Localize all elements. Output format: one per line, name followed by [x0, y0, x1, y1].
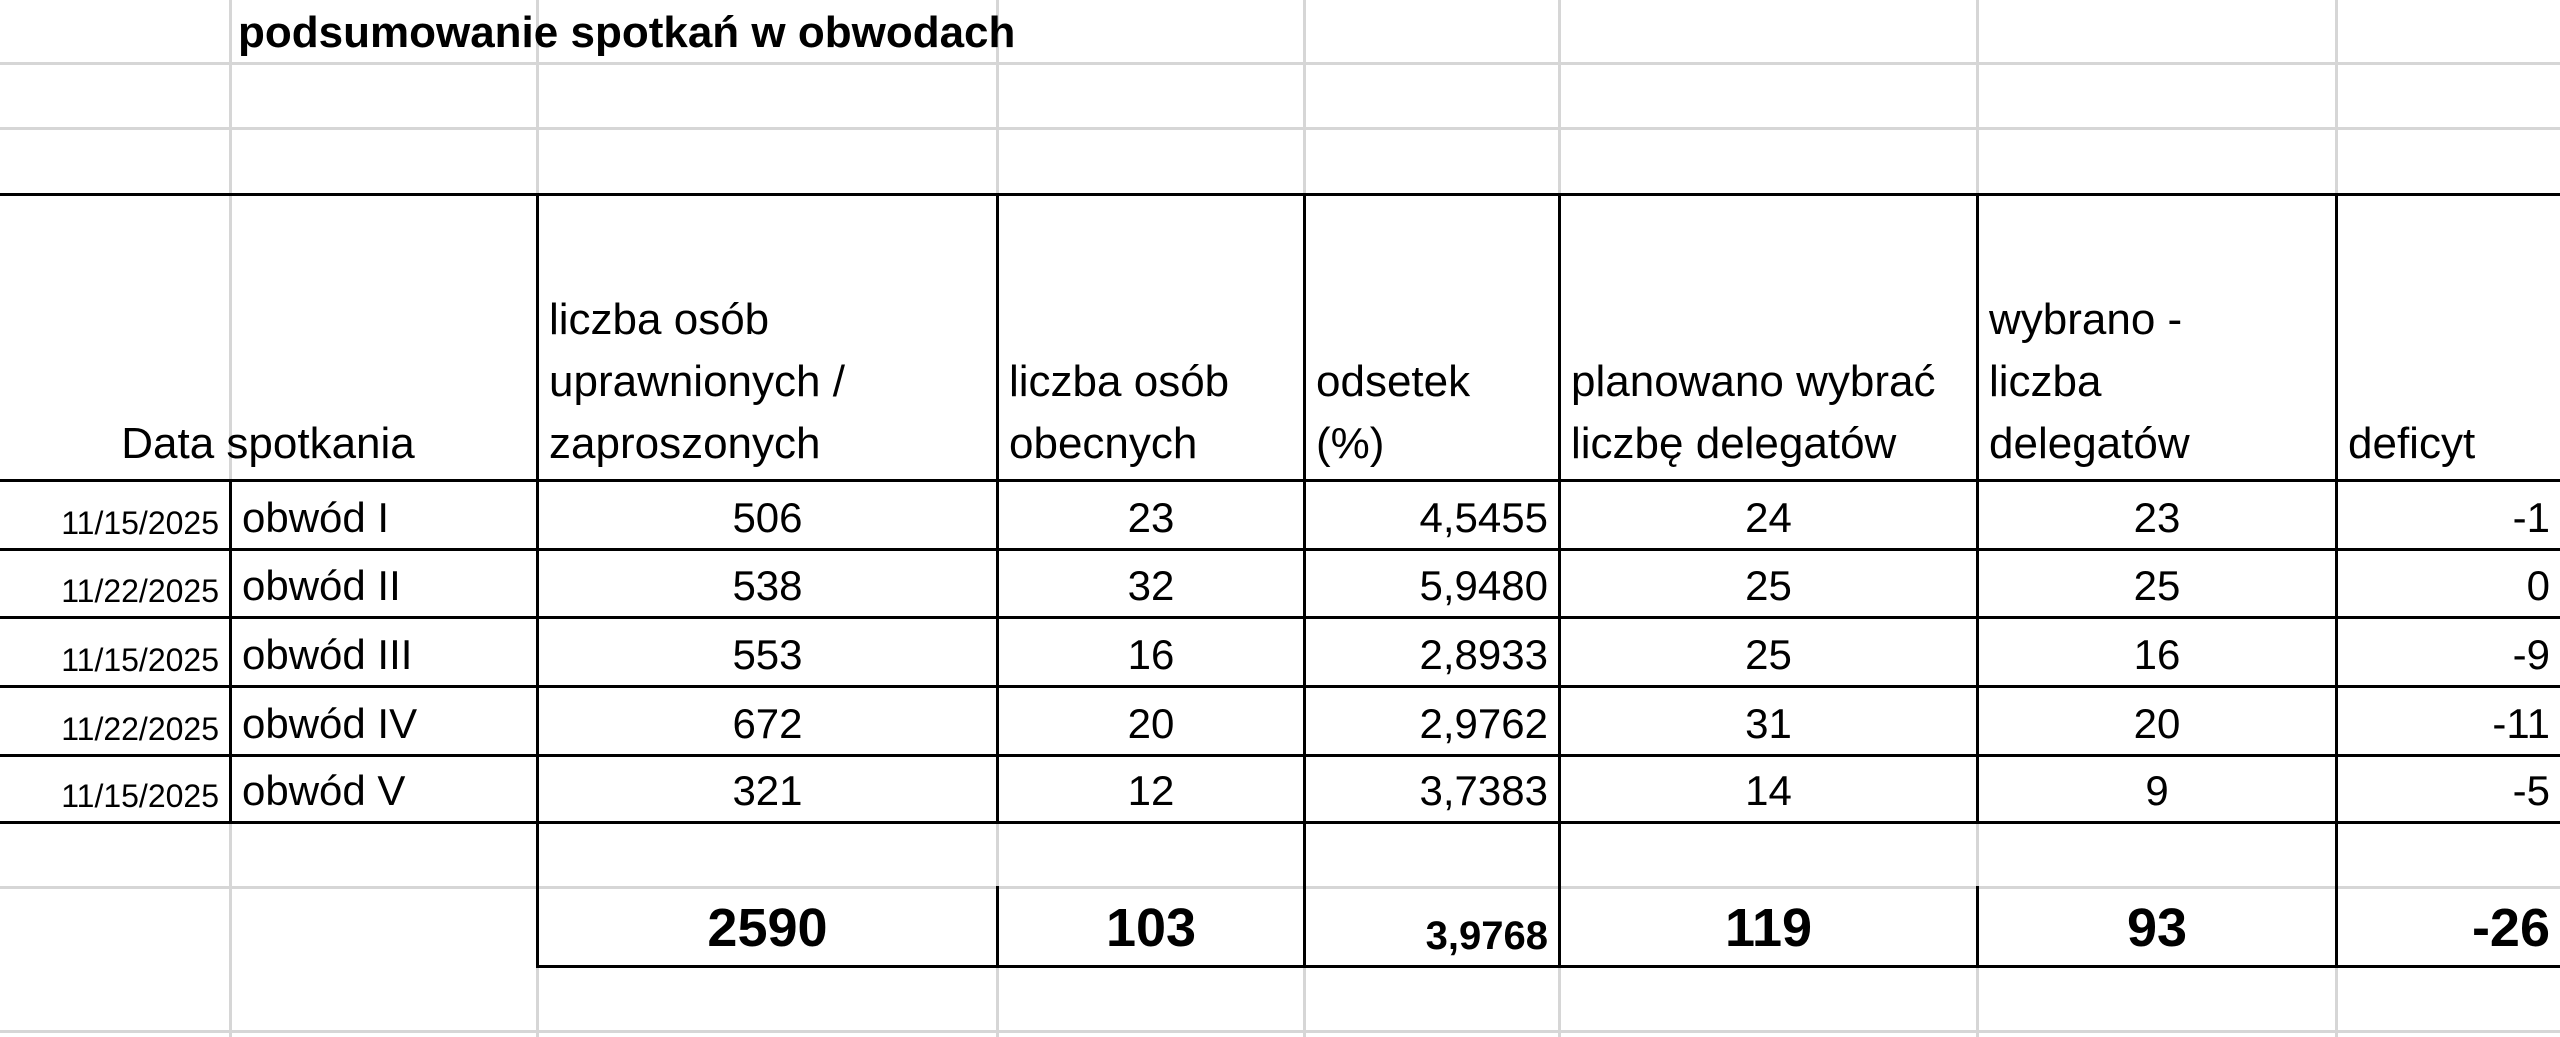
cell-elected[interactable]: 23	[2133, 494, 2181, 541]
gridline	[0, 62, 2560, 65]
cell-planned[interactable]: 25	[1745, 631, 1792, 678]
cell-date[interactable]: 11/15/2025	[61, 778, 219, 814]
cell-eligible[interactable]: 553	[732, 631, 803, 678]
cell-planned[interactable]: 24	[1745, 494, 1792, 541]
cell-deficit[interactable]: -11	[2492, 700, 2550, 747]
cell-date[interactable]: 11/22/2025	[61, 711, 219, 747]
header-percent-line: odsetek	[1316, 357, 1471, 406]
total-planned[interactable]: 119	[1724, 898, 1813, 958]
cell-elected[interactable]: 16	[2133, 631, 2181, 678]
cell-deficit[interactable]: -5	[2512, 767, 2550, 814]
header-eligible-line: liczba osób	[549, 295, 770, 344]
cell-eligible[interactable]: 538	[732, 562, 803, 609]
cell-present[interactable]: 23	[1127, 494, 1175, 541]
total-elected[interactable]: 93	[2126, 898, 2188, 958]
cell-planned[interactable]: 25	[1745, 562, 1792, 609]
header-eligible-line: uprawnionych /	[549, 357, 845, 406]
cell-planned[interactable]: 14	[1745, 767, 1792, 814]
header-planned-line: planowano wybrać	[1571, 357, 1936, 406]
total-deficit[interactable]: -26	[2471, 898, 2550, 958]
cell-elected[interactable]: 25	[2133, 562, 2181, 609]
header-elected-line: wybrano -	[1989, 295, 2183, 344]
cell-deficit[interactable]: -1	[2512, 494, 2550, 541]
header-present-line: obecnych	[1009, 419, 1198, 468]
cell-elected[interactable]: 9	[2145, 767, 2169, 814]
cell-present[interactable]: 16	[1127, 631, 1175, 678]
cell-present[interactable]: 32	[1127, 562, 1175, 609]
cell-percent[interactable]: 2,9762	[1419, 700, 1548, 747]
header-elected-line: liczba	[1989, 357, 2102, 406]
cell-planned[interactable]: 31	[1745, 700, 1792, 747]
cell-eligible[interactable]: 506	[732, 494, 803, 541]
cell-date[interactable]: 11/15/2025	[61, 642, 219, 678]
header-deficit[interactable]: deficyt	[2348, 419, 2476, 468]
total-percent[interactable]: 3,9768	[1425, 914, 1548, 958]
cell-percent[interactable]: 2,8933	[1419, 631, 1548, 678]
gridline	[0, 127, 2560, 130]
header-elected[interactable]	[1979, 196, 2335, 479]
cell-present[interactable]: 12	[1127, 767, 1175, 814]
header-percent-line: (%)	[1316, 419, 1385, 468]
header-percent[interactable]	[1306, 196, 1558, 479]
total-present[interactable]: 103	[1105, 898, 1197, 958]
header-present-line: liczba osób	[1009, 357, 1230, 406]
cell-district[interactable]: obwód II	[242, 562, 401, 609]
cell-date[interactable]: 11/15/2025	[61, 505, 219, 541]
table-border	[0, 821, 2560, 824]
header-planned[interactable]	[1561, 196, 1976, 479]
cell-eligible[interactable]: 321	[732, 767, 803, 814]
header-planned-line: liczbę delegatów	[1571, 419, 1897, 468]
total-eligible[interactable]: 2590	[707, 898, 828, 958]
cell-district[interactable]: obwód III	[242, 631, 413, 678]
cell-deficit[interactable]: -9	[2512, 631, 2550, 678]
table-border	[536, 965, 2560, 968]
cell-district[interactable]: obwód IV	[242, 700, 418, 747]
cell-date[interactable]: 11/22/2025	[61, 573, 219, 609]
gridline	[0, 1030, 2560, 1033]
cell-eligible[interactable]: 672	[732, 700, 803, 747]
cell-district[interactable]: obwód I	[242, 494, 390, 541]
header-eligible[interactable]	[539, 196, 996, 479]
header-eligible-line: zaproszonych	[549, 419, 821, 468]
header-elected-line: delegatów	[1989, 419, 2190, 468]
cell-district[interactable]: obwód V	[242, 767, 406, 814]
cell-deficit[interactable]: 0	[2526, 562, 2550, 609]
sheet-title: podsumowanie spotkań w obwodach	[238, 8, 1016, 57]
cell-percent[interactable]: 4,5455	[1419, 494, 1548, 541]
cell-elected[interactable]: 20	[2133, 700, 2181, 747]
cell-percent[interactable]: 5,9480	[1419, 562, 1548, 609]
header-present[interactable]	[999, 196, 1303, 479]
cell-percent[interactable]: 3,7383	[1419, 767, 1548, 814]
cell-present[interactable]: 20	[1127, 700, 1175, 747]
header-date[interactable]: Data spotkania	[121, 419, 415, 468]
